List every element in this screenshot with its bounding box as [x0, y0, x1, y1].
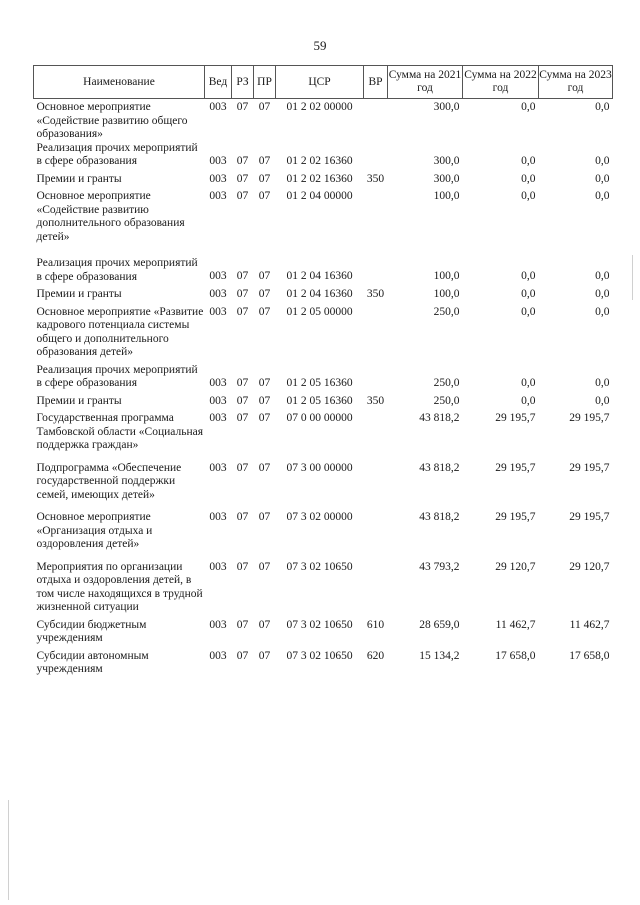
- row-ved: 003: [209, 412, 227, 424]
- row-sum-2023: 29 120,7: [569, 560, 610, 573]
- row-ved: 003: [209, 511, 227, 523]
- row-csr: 01 2 04 00000: [286, 190, 353, 202]
- header-rz: РЗ: [232, 66, 254, 99]
- table-row: [34, 302, 613, 360]
- row-ved: 003: [209, 649, 227, 662]
- row-sum-2022: 0,0: [521, 172, 536, 185]
- row-vr: [364, 552, 388, 615]
- row-sum-2023: 0,0: [595, 101, 610, 113]
- row-name: Государственная программа Тамбовской области «Социальная поддержка граждан»: [36, 412, 204, 451]
- row-sum-2021: 43 793,2: [419, 560, 460, 573]
- header-sum-2023: Сумма на 2023 год: [539, 66, 613, 99]
- row-sum-2021: 250,0: [433, 376, 460, 389]
- row-sum-2023: 0,0: [595, 394, 610, 407]
- table-row: [34, 552, 613, 615]
- row-sum-2021: 250,0: [433, 394, 460, 407]
- row-sum-2021: 43 818,2: [419, 412, 460, 424]
- table-row: [34, 360, 613, 391]
- row-pr: 07: [258, 560, 271, 573]
- row-name: Основное мероприятие «Содействие развитию общего образования»: [36, 101, 188, 140]
- row-sum-2023: 11 462,7: [569, 618, 610, 631]
- row-sum-2023: 29 195,7: [569, 461, 610, 474]
- table-body: [34, 99, 613, 677]
- margin-line: [632, 255, 633, 300]
- row-sum-2021: 100,0: [433, 270, 460, 282]
- table-row: [34, 186, 613, 244]
- row-sum-2023: 29 195,7: [569, 412, 610, 424]
- row-rz: 07: [236, 172, 249, 185]
- row-sum-2023: 29 195,7: [569, 511, 610, 523]
- row-pr: 07: [258, 305, 271, 318]
- table-row: [34, 142, 613, 169]
- row-pr: 07: [258, 376, 271, 389]
- row-sum-2022: 0,0: [521, 394, 536, 407]
- row-sum-2021: 100,0: [433, 288, 460, 300]
- row-sum-2021: 100,0: [433, 190, 460, 202]
- row-rz: 07: [236, 511, 249, 523]
- table-row: [34, 391, 613, 409]
- row-rz: 07: [236, 190, 249, 202]
- header-name: Наименование: [34, 66, 205, 99]
- row-vr: 350: [366, 394, 385, 407]
- header-csr: ЦСР: [276, 66, 364, 99]
- row-name: Реализация прочих мероприятий в сфере образования: [36, 141, 198, 167]
- row-sum-2022: 11 462,7: [495, 618, 536, 631]
- row-rz: 07: [236, 412, 249, 424]
- row-sum-2021: 300,0: [433, 172, 460, 185]
- row-csr: 01 2 04 16360: [286, 288, 353, 300]
- row-sum-2022: 29 195,7: [495, 412, 536, 424]
- row-sum-2021: 43 818,2: [419, 461, 460, 474]
- row-rz: 07: [236, 270, 249, 282]
- page-number: 59: [313, 38, 327, 53]
- header-pr: ПР: [254, 66, 276, 99]
- row-name: Основное мероприятие «Содействие развитию дополнительного образования детей»: [36, 190, 185, 243]
- row-vr: [364, 408, 388, 453]
- row-ved: 003: [209, 305, 227, 318]
- row-pr: 07: [258, 288, 271, 300]
- table-row: [34, 169, 613, 187]
- row-sum-2022: 0,0: [521, 101, 536, 113]
- row-vr: 610: [366, 618, 385, 631]
- row-pr: 07: [258, 270, 271, 282]
- row-ved: 003: [209, 560, 227, 573]
- row-name: Мероприятия по организации отдыха и оздоровления детей, в том числе находящихся в трудной жизненной ситуации: [36, 560, 203, 613]
- row-name: Премии и гранты: [36, 288, 122, 300]
- row-sum-2023: 0,0: [595, 154, 610, 167]
- row-sum-2021: 300,0: [433, 154, 460, 167]
- row-vr: [364, 244, 388, 284]
- row-vr: [364, 502, 388, 552]
- row-ved: 003: [209, 154, 227, 167]
- row-rz: 07: [236, 461, 249, 474]
- row-sum-2022: 29 195,7: [495, 511, 536, 523]
- row-csr: 01 2 02 16360: [286, 172, 353, 185]
- header-ved: Вед: [205, 66, 232, 99]
- row-ved: 003: [209, 190, 227, 202]
- table-row: [34, 284, 613, 302]
- row-sum-2022: 0,0: [521, 154, 536, 167]
- row-pr: 07: [258, 461, 271, 474]
- table-row: [34, 244, 613, 284]
- row-pr: 07: [258, 618, 271, 631]
- row-sum-2022: 0,0: [521, 288, 536, 300]
- row-pr: 07: [258, 172, 271, 185]
- row-vr: 350: [366, 288, 385, 300]
- row-sum-2022: 29 120,7: [495, 560, 536, 573]
- row-pr: 07: [258, 154, 271, 167]
- row-pr: 07: [258, 649, 271, 662]
- row-csr: 07 3 00 00000: [286, 461, 353, 474]
- row-vr: [364, 360, 388, 391]
- row-csr: 07 3 02 10650: [286, 560, 353, 573]
- row-vr: [364, 186, 388, 244]
- row-name: Премии и гранты: [36, 394, 122, 407]
- row-pr: 07: [258, 190, 271, 202]
- row-ved: 003: [209, 101, 227, 113]
- row-vr: [364, 99, 388, 142]
- row-name: Реализация прочих мероприятий в сфере образования: [36, 363, 198, 389]
- row-rz: 07: [236, 649, 249, 662]
- row-ved: 003: [209, 394, 227, 407]
- row-name: Субсидии автономным учреждениям: [36, 649, 149, 675]
- row-csr: 01 2 05 16360: [286, 376, 353, 389]
- row-vr: 620: [366, 649, 385, 662]
- row-name: Основное мероприятие «Организация отдыха и оздоровления детей»: [36, 511, 153, 550]
- row-csr: 01 2 05 16360: [286, 394, 353, 407]
- row-sum-2022: 0,0: [521, 190, 536, 202]
- row-sum-2023: 0,0: [595, 190, 610, 202]
- table-row: [34, 646, 613, 677]
- row-name: Подпрограмма «Обеспечение государственной поддержки семей, имеющих детей»: [36, 461, 182, 501]
- table-row: [34, 615, 613, 646]
- row-csr: 01 2 02 16360: [286, 154, 353, 167]
- row-sum-2022: 17 658,0: [495, 649, 536, 662]
- table-row: [34, 99, 613, 142]
- row-csr: 07 3 02 10650: [286, 649, 353, 662]
- row-pr: 07: [258, 412, 271, 424]
- row-vr: [364, 302, 388, 360]
- row-pr: 07: [258, 511, 271, 523]
- row-sum-2023: 0,0: [595, 288, 610, 300]
- table-row: [34, 502, 613, 552]
- row-sum-2023: 0,0: [595, 270, 610, 282]
- row-vr: 350: [366, 172, 385, 185]
- row-sum-2021: 250,0: [433, 305, 460, 318]
- row-sum-2021: 28 659,0: [419, 618, 460, 631]
- row-sum-2022: 29 195,7: [495, 461, 536, 474]
- row-ved: 003: [209, 618, 227, 631]
- row-sum-2021: 43 818,2: [419, 511, 460, 523]
- row-csr: 01 2 04 16360: [286, 270, 353, 282]
- header-sum-2021: Сумма на 2021 год: [388, 66, 463, 99]
- row-name: Субсидии бюджетным учреждениям: [36, 618, 147, 644]
- row-sum-2023: 17 658,0: [569, 649, 610, 662]
- budget-table: [33, 65, 613, 677]
- row-sum-2022: 0,0: [521, 305, 536, 318]
- row-csr: 01 2 02 00000: [286, 101, 353, 113]
- header-vr: ВР: [364, 66, 388, 99]
- row-pr: 07: [258, 101, 271, 113]
- row-ved: 003: [209, 172, 227, 185]
- row-rz: 07: [236, 394, 249, 407]
- row-rz: 07: [236, 305, 249, 318]
- table-row: [34, 453, 613, 503]
- row-csr: 07 0 00 00000: [286, 412, 353, 424]
- row-csr: 07 3 02 00000: [286, 511, 353, 523]
- row-csr: 07 3 02 10650: [286, 618, 353, 631]
- row-rz: 07: [236, 288, 249, 300]
- row-sum-2021: 15 134,2: [419, 649, 460, 662]
- row-csr: 01 2 05 00000: [286, 305, 353, 318]
- row-rz: 07: [236, 618, 249, 631]
- row-rz: 07: [236, 101, 249, 113]
- row-ved: 003: [209, 461, 227, 474]
- margin-line: [8, 800, 9, 900]
- row-name: Основное мероприятие «Развитие кадрового потенциала системы общего и дополнительного образования детей»: [36, 305, 204, 358]
- row-sum-2023: 0,0: [595, 305, 610, 318]
- row-ved: 003: [209, 376, 227, 389]
- row-rz: 07: [236, 376, 249, 389]
- row-pr: 07: [258, 394, 271, 407]
- row-sum-2023: 0,0: [595, 376, 610, 389]
- row-ved: 003: [209, 270, 227, 282]
- row-vr: [364, 142, 388, 169]
- row-rz: 07: [236, 154, 249, 167]
- row-ved: 003: [209, 288, 227, 300]
- row-name: Реализация прочих мероприятий в сфере образования: [36, 257, 198, 283]
- row-sum-2021: 300,0: [433, 101, 460, 113]
- table-row: [34, 408, 613, 453]
- row-sum-2022: 0,0: [521, 270, 536, 282]
- row-vr: [364, 453, 388, 503]
- header-sum-2022: Сумма на 2022 год: [463, 66, 539, 99]
- row-rz: 07: [236, 560, 249, 573]
- row-sum-2022: 0,0: [521, 376, 536, 389]
- table-header-row: [34, 66, 613, 99]
- row-sum-2023: 0,0: [595, 172, 610, 185]
- row-name: Премии и гранты: [36, 172, 122, 185]
